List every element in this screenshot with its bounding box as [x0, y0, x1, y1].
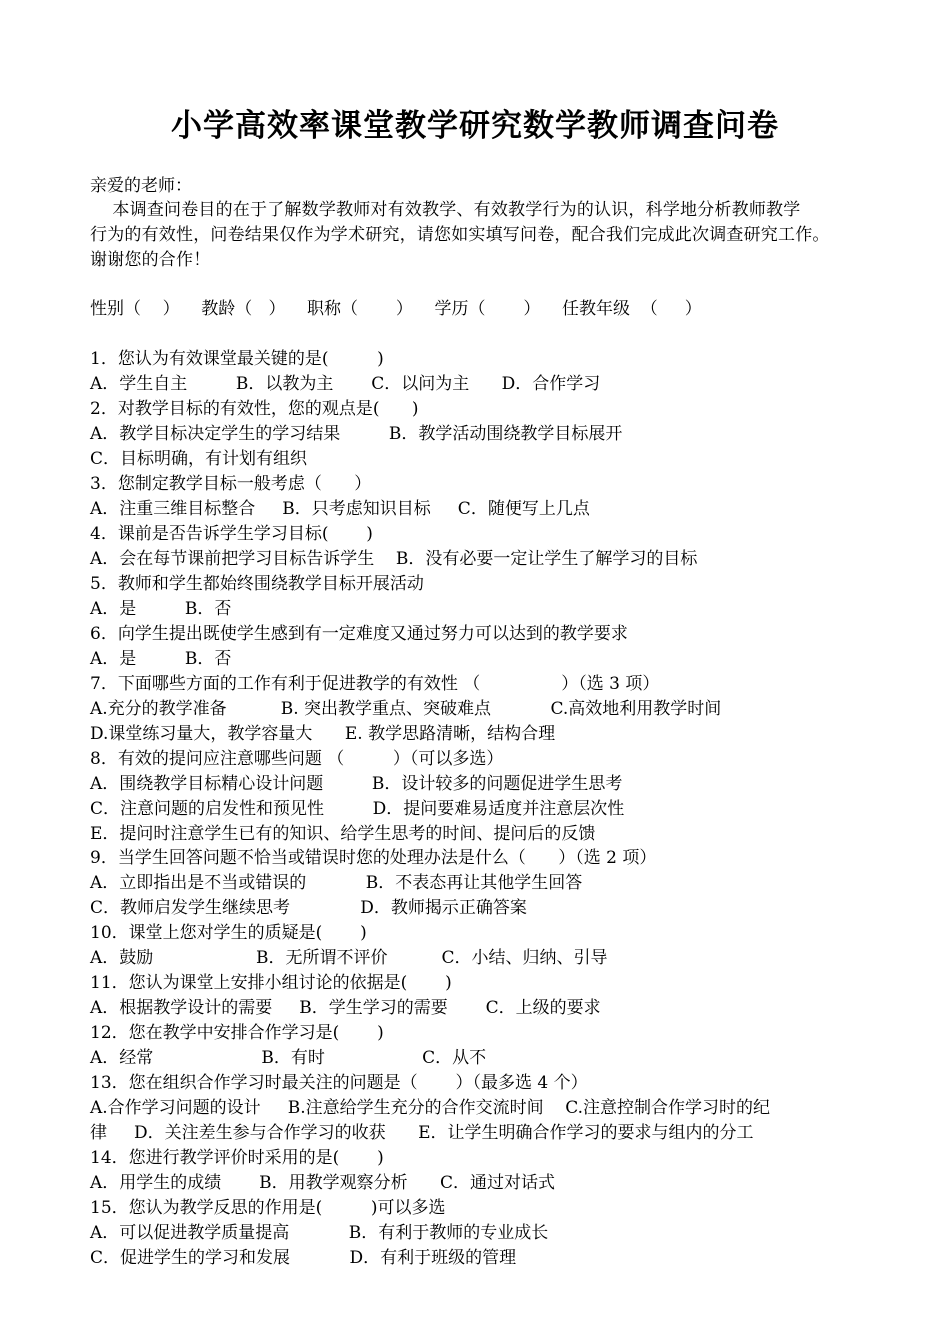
- question-line: 11．您认为课堂上安排小组讨论的依据是( ): [90, 973, 452, 993]
- question-line: 7．下面哪些方面的工作有利于促进教学的有效性 （ ）（选 3 项）: [90, 674, 660, 694]
- question-line: A．经常 B．有时 C．从不: [90, 1048, 487, 1068]
- question-line: 8．有效的提问应注意哪些问题 （ ）（可以多选）: [90, 749, 504, 769]
- question-line: A．教学目标决定学生的学习结果 B．教学活动围绕教学目标展开: [90, 424, 623, 444]
- question-line: C．注意问题的启发性和预见性 D．提问要难易适度并注意层次性: [90, 799, 625, 819]
- question-line: 3．您制定教学目标一般考虑（ ）: [90, 474, 372, 494]
- question-line: A．学生自主 B．以教为主 C．以问为主 D．合作学习: [90, 374, 601, 394]
- question-line: E．提问时注意学生已有的知识、给学生思考的时间、提问后的反馈: [90, 824, 596, 844]
- question-line: 6．向学生提出既使学生感到有一定难度又通过努力可以达到的教学要求: [90, 624, 628, 644]
- question-line: A．可以促进教学质量提高 B．有利于教师的专业成长: [90, 1223, 549, 1243]
- question-line: 9．当学生回答问题不恰当或错误时您的处理办法是什么（ ）（选 2 项）: [90, 848, 657, 868]
- question-line: A．用学生的成绩 B．用教学观察分析 C．通过对话式: [90, 1173, 556, 1193]
- intro-line: 行为的有效性，问卷结果仅作为学术研究，请您如实填写问卷，配合我们完成此次调查研究工作。: [90, 225, 830, 245]
- question-line: 10．课堂上您对学生的质疑是( ): [90, 923, 367, 943]
- page-title: 小学高效率课堂教学研究数学教师调查问卷: [171, 108, 779, 144]
- question-line: 2．对教学目标的有效性，您的观点是( ): [90, 399, 419, 419]
- question-line: 12．您在教学中安排合作学习是( ): [90, 1023, 384, 1043]
- question-line: A.合作学习问题的设计 B.注意给学生充分的合作交流时间 C.注意控制合作学习时的纪: [90, 1098, 771, 1118]
- question-line: 13．您在组织合作学习时最关注的问题是（ ）（最多选 4 个）: [90, 1073, 588, 1093]
- question-line: C．目标明确，有计划有组织: [90, 449, 308, 469]
- question-line: A．是 B．否: [90, 649, 232, 669]
- question-line: A.充分的教学准备 B. 突出教学重点、突破难点 C.高效地利用教学时间: [90, 699, 722, 719]
- question-line: A．注重三维目标整合 B．只考虑知识目标 C．随便写上几点: [90, 499, 590, 519]
- question-line: D.课堂练习量大，教学容量大 E. 教学思路清晰，结构合理: [90, 724, 556, 744]
- question-line: 4．课前是否告诉学生学习目标( ): [90, 524, 373, 544]
- question-line: A．鼓励 B．无所谓不评价 C．小结、归纳、引导: [90, 948, 608, 968]
- question-line: A．会在每节课前把学习目标告诉学生 B．没有必要一定让学生了解学习的目标: [90, 549, 698, 569]
- question-line: 5．教师和学生都始终围绕教学目标开展活动: [90, 574, 424, 594]
- question-line: 1．您认为有效课堂最关键的是( ): [90, 349, 384, 369]
- question-line: C．教师启发学生继续思考 D．教师揭示正确答案: [90, 898, 527, 918]
- question-line: A．根据教学设计的需要 B．学生学习的需要 C．上级的要求: [90, 998, 601, 1018]
- question-line: A．立即指出是不当或错误的 B．不表态再让其他学生回答: [90, 873, 583, 893]
- info-line: 性别（ ） 教龄（ ） 职称（ ） 学历（ ） 任教年级 （ ）: [90, 299, 702, 319]
- question-line: C．促进学生的学习和发展 D．有利于班级的管理: [90, 1248, 517, 1268]
- greeting: 亲爱的老师：: [90, 176, 192, 196]
- intro-line: 本调查问卷目的在于了解数学教师对有效教学、有效教学行为的认识，科学地分析教师教学: [90, 200, 801, 220]
- question-line: 15．您认为教学反思的作用是( )可以多选: [90, 1198, 446, 1218]
- question-line: A．是 B．否: [90, 599, 232, 619]
- question-line: 律 D．关注差生参与合作学习的收获 E．让学生明确合作学习的要求与组内的分工: [90, 1123, 754, 1143]
- question-line: 14．您进行教学评价时采用的是( ): [90, 1148, 384, 1168]
- intro-line: 谢谢您的合作！: [90, 250, 211, 270]
- question-line: A．围绕教学目标精心设计问题 B．设计较多的问题促进学生思考: [90, 774, 623, 794]
